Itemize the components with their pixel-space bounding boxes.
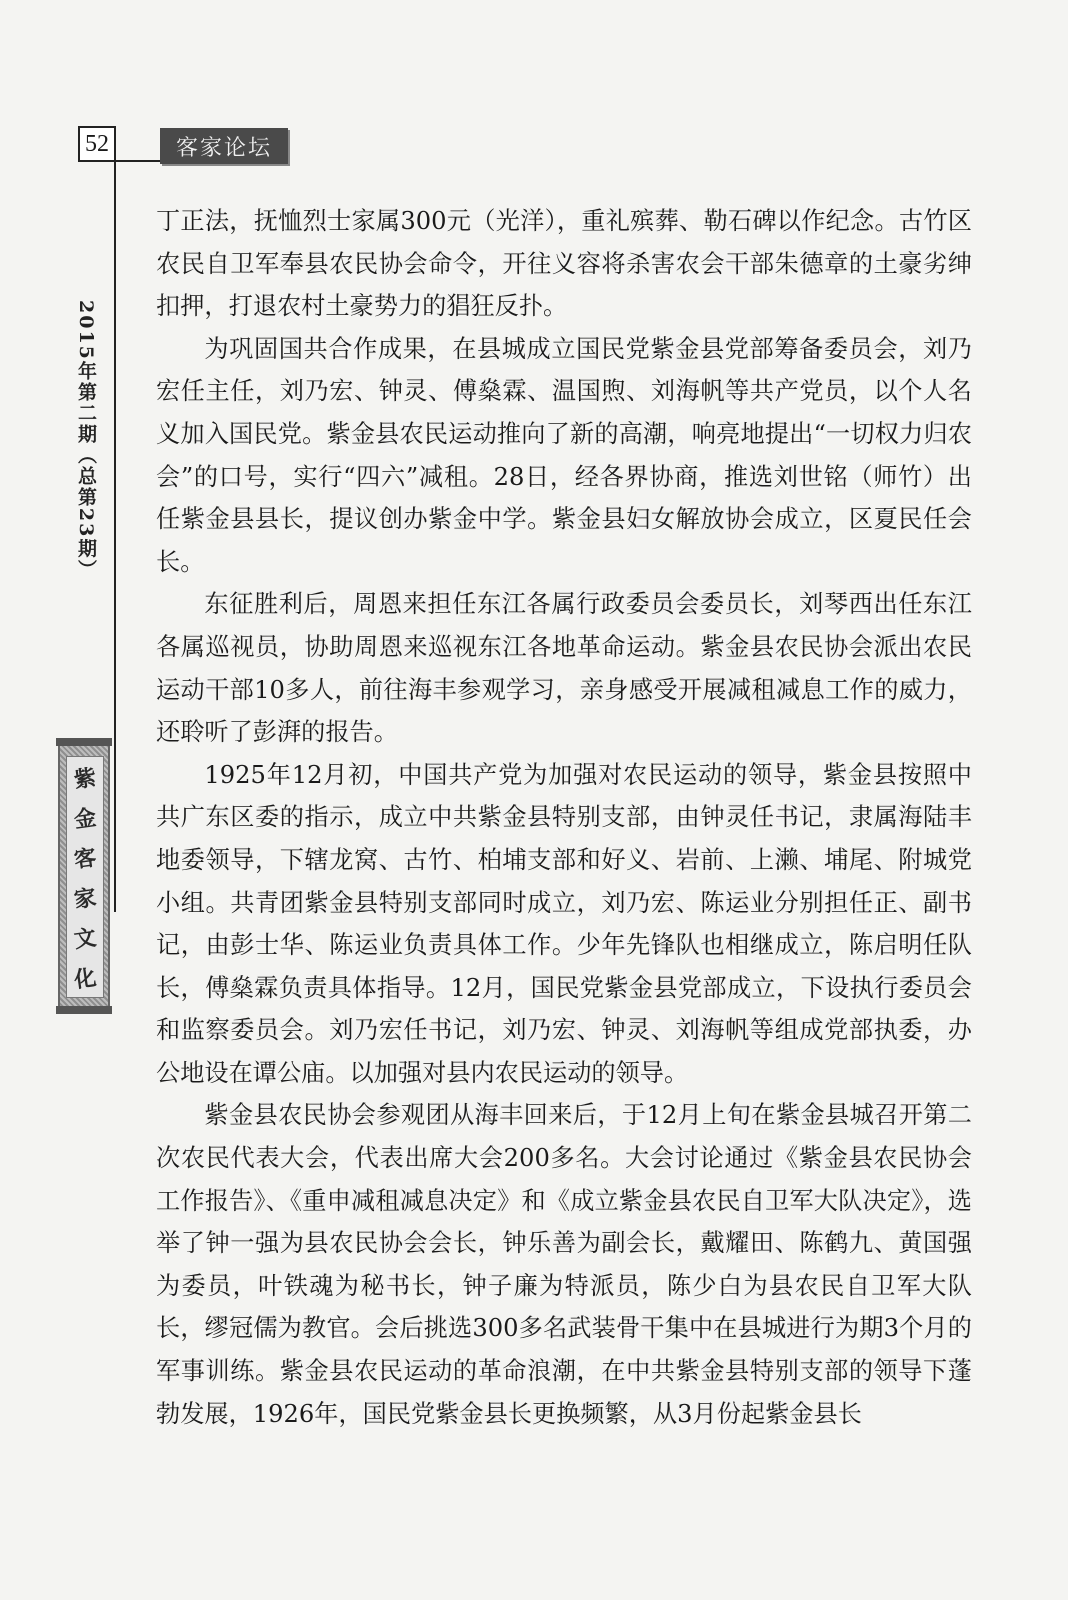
logo-char: 紫 [72, 764, 98, 793]
page-number: 52 [78, 126, 116, 162]
scroll-cap-bottom [56, 1006, 112, 1014]
paragraph: 丁正法，抚恤烈士家属300元（光洋），重礼殡葬、勒石碑以作纪念。古竹区农民自卫军奉县农民协会命令，开往义容将杀害农会干部朱德章的土豪劣绅扣押，打退农村土豪势力的猖狂反扑。 [156, 207, 972, 321]
paragraph: 为巩固国共合作成果，在县城成立国民党紫金县党部筹备委员会，刘乃宏任主任，刘乃宏、钟灵、傅燊霖、温国煦、刘海帆等共产党员，以个人名义加入国民党。紫金县农民运动推向了新的高潮，响亮地提出“一切权力归农会”的口号，实行“四六”减租。28日，经各界协商，推选刘世铭（师竹）出任紫金县县长，提议创办紫金中学。紫金县妇女解放协会成立，区夏民任会长。 [156, 334, 972, 576]
paragraph: 东征胜利后，周恩来担任东江各属行政委员会委员长，刘琴西出任东江各属巡视员，协助周恩来巡视东江各地革命运动。紫金县农民协会派出农民运动干部10多人，前往海丰参观学习，亲身感受开展减租减息工作的威力，还聆听了彭湃的报告。 [156, 590, 972, 747]
paragraph: 紫金县农民协会参观团从海丰回来后，于12月上旬在紫金县城召开第二次农民代表大会，代表出席大会200多名。大会讨论通过《紫金县农民协会工作报告》、《重申减租减息决定》和《成立紫金县农民自卫军大队决定》，选举了钟一强为县农民协会会长，钟乐善为副会长，戴耀田、陈鹤九、黄国强为委员，叶铁魂为秘书长，钟子廉为特派员，陈少白为县农民自卫军大队长，缪冠儒为教官。会后挑选300多名武装骨干集中在县城进行为期3个月的军事训练。紫金县农民运动的革命浪潮，在中共紫金县特别支部的领导下蓬勃发展，1926年，国民党紫金县长更换频繁，从3月份起紫金县长 [156, 1101, 972, 1428]
section-label: 客家论坛 [160, 128, 288, 164]
article-body [156, 200, 972, 1435]
logo-char: 金 [72, 804, 98, 833]
logo-char: 化 [72, 964, 98, 993]
header-rule [116, 160, 160, 162]
margin-rule [114, 160, 116, 912]
issue-label: 2015年第二期（总第23期） [75, 300, 97, 581]
logo-char: 家 [72, 884, 98, 913]
scroll-logo-inner [66, 756, 104, 998]
logo-char: 客 [72, 844, 98, 873]
logo-char: 文 [72, 924, 98, 953]
scroll-logo [58, 742, 110, 1010]
paragraph: 1925年12月初，中国共产党为加强对农民运动的领导，紫金县按照中共广东区委的指示，成立中共紫金县特别支部，由钟灵任书记，隶属海陆丰地委领导，下辖龙窝、古竹、柏埔支部和好义、岩前、上濑、埔尾、附城党小组。共青团紫金县特别支部同时成立，刘乃宏、陈运业分别担任正、副书记，由彭士华、陈运业负责具体工作。少年先锋队也相继成立，陈启明任队长，傅燊霖负责具体指导。12月，国民党紫金县党部成立，下设执行委员会和监察委员会。刘乃宏任书记，刘乃宏、钟灵、刘海帆等组成党部执委，办公地设在谭公庙。以加强对县内农民运动的领导。 [156, 760, 972, 1087]
scroll-cap-top [56, 738, 112, 746]
